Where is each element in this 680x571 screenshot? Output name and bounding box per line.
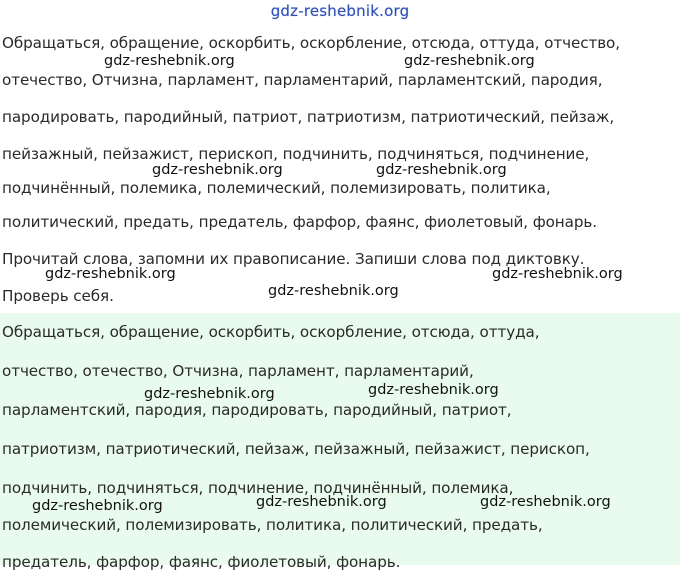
answer-line: подчинить, подчиняться, подчинение, подчинённый, полемика, <box>2 479 514 497</box>
answer-line: Обращаться, обращение, оскорбить, оскорбление, отсюда, оттуда, <box>2 323 540 341</box>
answer-line: парламентский, пародия, пародировать, пародийный, патриот, <box>2 401 512 419</box>
exercise-line: Обращаться, обращение, оскорбить, оскорбление, отсюда, оттуда, отчество, <box>2 34 620 52</box>
watermark: gdz-reshebnik.org <box>256 494 387 510</box>
watermark: gdz-reshebnik.org <box>152 162 283 178</box>
watermark: gdz-reshebnik.org <box>480 494 611 510</box>
watermark: gdz-reshebnik.org <box>32 498 163 514</box>
watermark: gdz-reshebnik.org <box>45 266 176 282</box>
answer-line: предатель, фарфор, фаянс, фиолетовый, фонарь. <box>2 553 401 571</box>
instruction-line: Проверь себя. <box>2 287 114 305</box>
watermark: gdz-reshebnik.org <box>404 53 535 69</box>
answer-line: патриотизм, патриотический, пейзаж, пейзажный, пейзажист, перископ, <box>2 440 590 458</box>
exercise-line: пародировать, пародийный, патриот, патриотизм, патриотический, пейзаж, <box>2 108 615 126</box>
exercise-line: политический, предать, предатель, фарфор, фаянс, фиолетовый, фонарь. <box>2 213 597 231</box>
watermark: gdz-reshebnik.org <box>144 386 275 402</box>
watermark: gdz-reshebnik.org <box>268 283 399 299</box>
exercise-line: подчинённый, полемика, полемический, полемизировать, политика, <box>2 179 551 197</box>
answer-line: отчество, отечество, Отчизна, парламент, парламентарий, <box>2 362 474 380</box>
watermark: gdz-reshebnik.org <box>104 53 235 69</box>
watermark: gdz-reshebnik.org <box>368 382 499 398</box>
instruction-line: Прочитай слова, запомни их правописание. Запиши слова под диктовку. <box>2 250 585 268</box>
watermark: gdz-reshebnik.org <box>492 266 623 282</box>
answer-line: полемический, полемизировать, политика, политический, предать, <box>2 516 543 534</box>
exercise-line: отечество, Отчизна, парламент, парламентарий, парламентский, пародия, <box>2 71 603 89</box>
exercise-line: пейзажный, пейзажист, перископ, подчинить, подчиняться, подчинение, <box>2 145 590 163</box>
watermark: gdz-reshebnik.org <box>376 162 507 178</box>
site-header-link[interactable]: gdz-reshebnik.org <box>270 2 410 20</box>
